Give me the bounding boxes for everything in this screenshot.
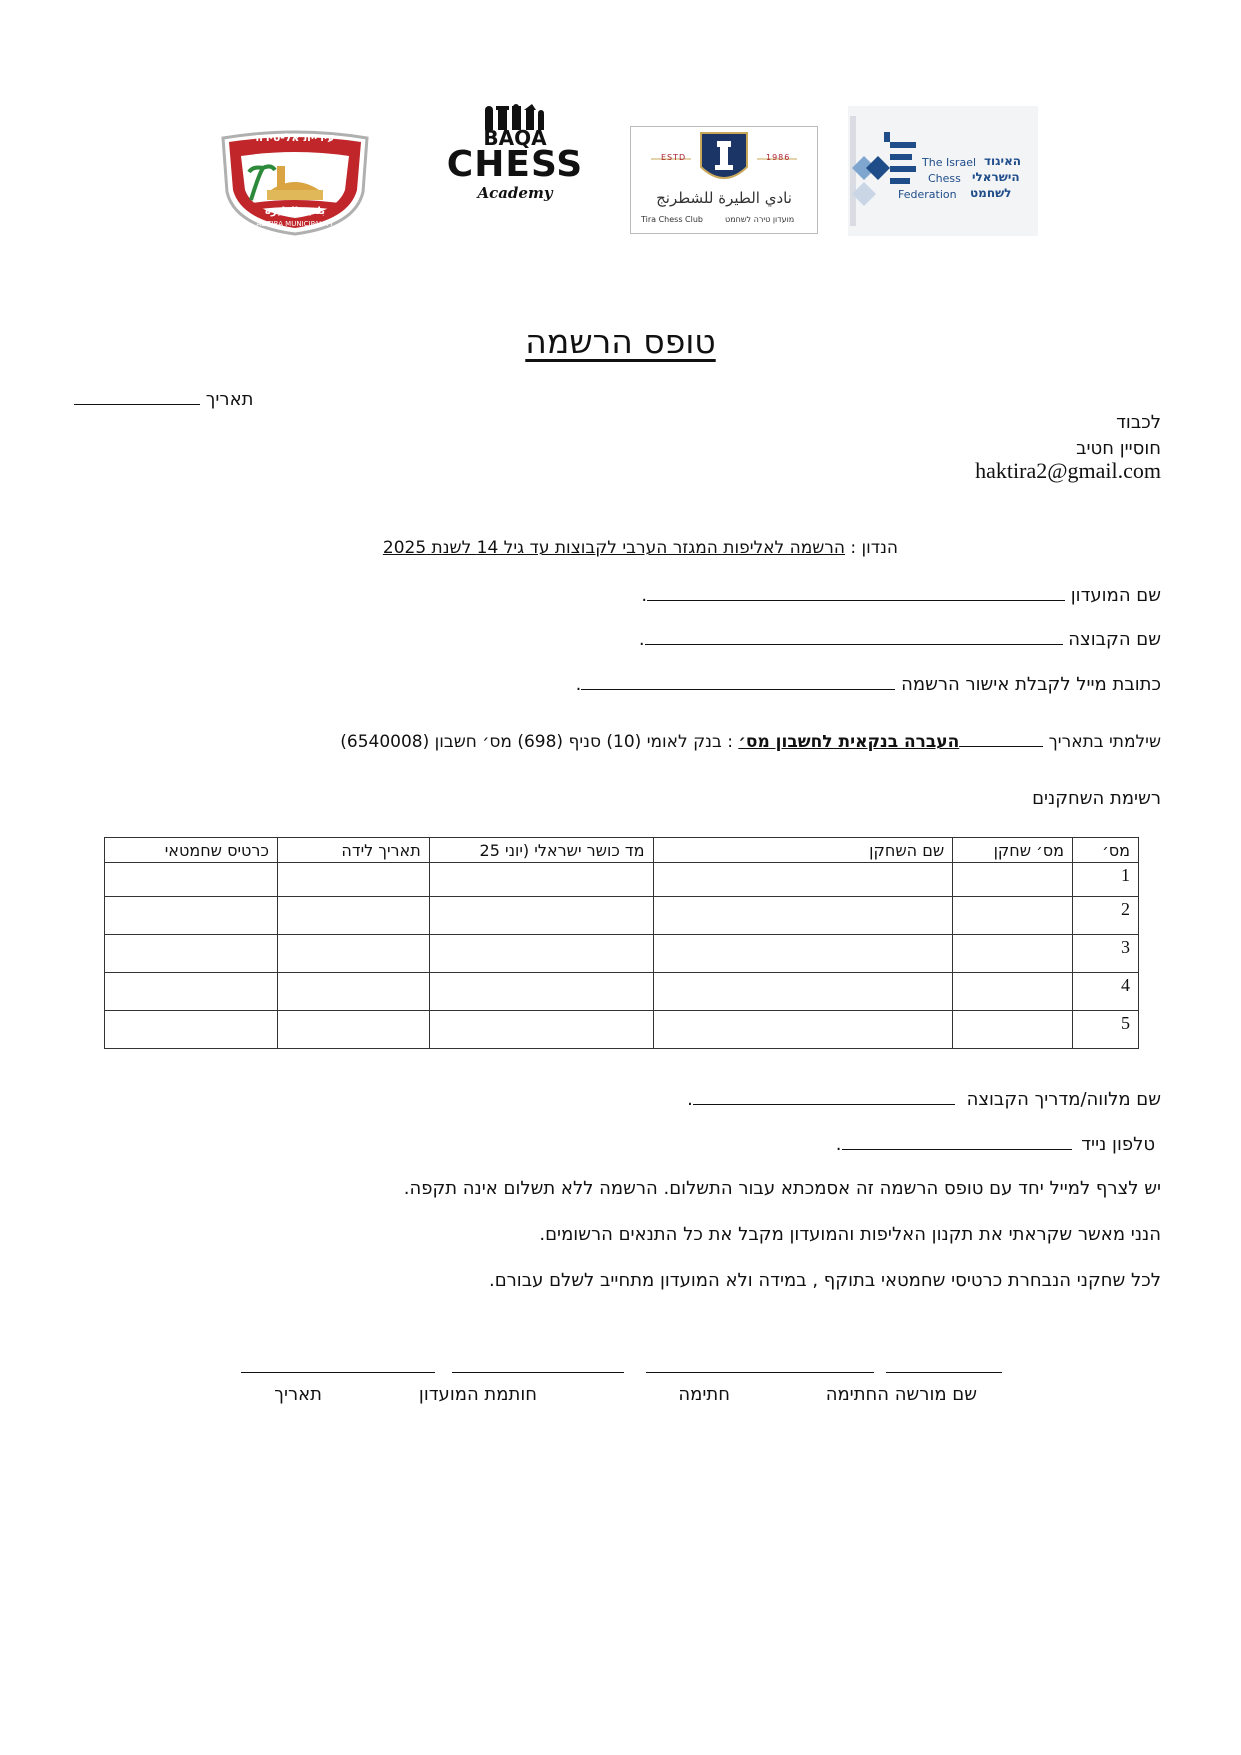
subject-label: הנדון : — [850, 538, 898, 558]
federation-he-1: האיגוד — [984, 154, 1022, 168]
table-row — [105, 973, 1139, 1011]
federation-en-2: Chess — [928, 172, 961, 185]
cell-rating[interactable] — [429, 863, 653, 897]
cell-chess-card[interactable] — [105, 935, 278, 973]
confirm-email-field[interactable] — [581, 673, 895, 690]
row-number: 1 — [1073, 863, 1139, 897]
header-player-id: מס׳ שחקן — [953, 838, 1073, 863]
cell-player-id[interactable] — [953, 863, 1073, 897]
date-sign-label: תאריך — [274, 1384, 322, 1405]
israel-chess-federation-logo — [848, 106, 1038, 236]
cell-rating[interactable] — [429, 973, 653, 1011]
municipality-hebrew-text: עיריית אל-טירה — [255, 131, 335, 144]
cell-player-id[interactable] — [953, 935, 1073, 973]
phone-label: טלפון נייד — [1081, 1134, 1155, 1155]
estd-text: ESTD — [661, 153, 687, 162]
tira-club-hebrew-text: מועדון טירה לשחמט — [725, 215, 795, 224]
header-player-name: שם השחקן — [653, 838, 953, 863]
cell-player-id[interactable] — [953, 897, 1073, 935]
tira-club-arabic-text: نادي الطيرة للشطرنج — [656, 189, 792, 207]
top-date-field[interactable] — [74, 388, 200, 405]
federation-en-3: Federation — [898, 188, 957, 201]
note-regulations: הנני מאשר שקראתי את תקנון האליפות והמועדון מקבל את כל התנאים הרשומים. — [539, 1224, 1161, 1245]
bank-details: : בנק לאומי (10) סניף (698) מס׳ חשבון (6540008) — [340, 732, 733, 752]
date-label: תאריך — [205, 389, 254, 410]
cell-rating[interactable] — [429, 1011, 653, 1049]
row-number: 3 — [1073, 935, 1139, 973]
date-line[interactable] — [241, 1372, 435, 1373]
club-name-label: שם המועדון — [1070, 585, 1161, 606]
note-chess-cards: לכל שחקני הנבחרת כרטיסי שחמטאי בתוקף , במידה ולא המועדון מתחייב לשלם עבורם. — [488, 1270, 1161, 1291]
stamp-line[interactable] — [452, 1372, 624, 1373]
recipient-name: חוסיין חטיב — [1076, 438, 1161, 459]
stamp-label: חותמת המועדון — [418, 1384, 537, 1405]
team-name-field[interactable] — [645, 628, 1063, 645]
confirm-email-row: כתובת מייל לקבלת אישור הרשמה . — [575, 674, 1161, 695]
paid-on-field[interactable] — [959, 730, 1043, 747]
cell-player-name[interactable] — [653, 1011, 953, 1049]
cell-rating[interactable] — [429, 897, 653, 935]
payment-row — [340, 730, 1161, 752]
cell-player-id[interactable] — [953, 973, 1073, 1011]
confirm-email-label: כתובת מייל לקבלת אישור הרשמה — [901, 674, 1161, 695]
cell-birth-date[interactable] — [277, 935, 429, 973]
club-name-row: שם המועדון . — [641, 585, 1161, 606]
authorized-signer-label: שם מורשה החתימה — [825, 1384, 977, 1405]
row-number: 2 — [1073, 897, 1139, 935]
municipality-english-text: AL TIRA MUNICIPALITY — [256, 220, 334, 228]
subject-row — [0, 538, 898, 558]
top-date-row — [74, 388, 274, 410]
header-chess-card: כרטיס שחמטאי — [105, 838, 278, 863]
note-payment: יש לצרף למייל יחד עם טופס הרשמה זה אסמכתא עבור התשלום. הרשמה ללא תשלום אינה תקפה. — [403, 1178, 1161, 1199]
transfer-label: העברה בנקאית לחשבון מס׳ — [738, 732, 960, 752]
cell-chess-card[interactable] — [105, 897, 278, 935]
cell-birth-date[interactable] — [277, 863, 429, 897]
baqa-chess-academy-logo — [440, 104, 590, 210]
tira-club-english-text: Tira Chess Club — [641, 215, 704, 224]
cell-birth-date[interactable] — [277, 973, 429, 1011]
header-birth-date: תאריך לידה — [277, 838, 429, 863]
recipient-to: לכבוד — [1116, 412, 1161, 433]
subject-text: הרשמה לאליפות המגזר הערבי לקבוצות עד גיל 14 לשנת 2025 — [382, 538, 845, 558]
chess-text: CHESS — [446, 144, 584, 185]
phone-row: טלפון נייד . — [835, 1134, 1155, 1155]
academy-text: Academy — [477, 184, 553, 202]
cell-player-name[interactable] — [653, 897, 953, 935]
recipient-email: haktira2@gmail.com — [975, 458, 1161, 483]
tira-chess-club-logo — [630, 126, 818, 234]
cell-chess-card[interactable] — [105, 1011, 278, 1049]
team-name-row: שם הקבוצה . — [638, 629, 1161, 650]
cell-chess-card[interactable] — [105, 973, 278, 1011]
team-name-label: שם הקבוצה — [1068, 629, 1161, 650]
players-table — [104, 837, 1139, 1049]
paid-on-label: שילמתי בתאריך — [1048, 732, 1161, 752]
cell-player-name[interactable] — [653, 973, 953, 1011]
companion-field[interactable] — [693, 1088, 955, 1105]
baqa-text: BAQA — [483, 126, 547, 150]
cell-rating[interactable] — [429, 935, 653, 973]
header-rating: מד כושר ישראלי (יוני 25 — [429, 838, 653, 863]
cell-birth-date[interactable] — [277, 897, 429, 935]
cell-player-id[interactable] — [953, 1011, 1073, 1049]
federation-he-2: הישראלי — [972, 170, 1020, 184]
header-number: מס׳ — [1073, 838, 1139, 863]
signature-label: חתימה — [678, 1384, 730, 1405]
authorized-signer-line[interactable] — [886, 1372, 1002, 1373]
table-row — [105, 863, 1139, 897]
table-row — [105, 897, 1139, 935]
year-text: 1986 — [766, 153, 791, 162]
form-title: טופס הרשמה — [525, 322, 716, 361]
row-number: 4 — [1073, 973, 1139, 1011]
club-name-field[interactable] — [647, 584, 1065, 601]
table-row — [105, 935, 1139, 973]
municipality-logo — [215, 130, 375, 238]
cell-player-name[interactable] — [653, 935, 953, 973]
table-row — [105, 1011, 1139, 1049]
phone-field[interactable] — [842, 1133, 1072, 1150]
federation-en-1: The Israel — [922, 156, 977, 169]
cell-chess-card[interactable] — [105, 863, 278, 897]
cell-player-name[interactable] — [653, 863, 953, 897]
companion-label: שם מלווה/מדריך הקבוצה — [966, 1089, 1161, 1110]
municipality-arabic-text: بلدية الطيرة — [264, 206, 326, 217]
cell-birth-date[interactable] — [277, 1011, 429, 1049]
companion-row: שם מלווה/מדריך הקבוצה . — [687, 1089, 1161, 1110]
row-number: 5 — [1073, 1011, 1139, 1049]
players-title: רשימת השחקנים — [1032, 788, 1161, 809]
signature-line[interactable] — [646, 1372, 874, 1373]
federation-he-3: לשחמט — [970, 186, 1012, 200]
